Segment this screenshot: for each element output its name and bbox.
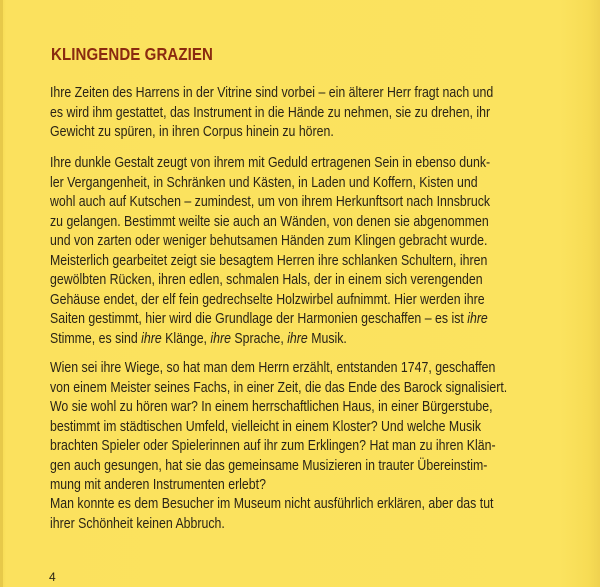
- text-run: Sprache,: [230, 330, 288, 347]
- paragraph-4: [50, 495, 544, 534]
- page-edge: [0, 0, 3, 587]
- text-run: Klänge,: [161, 330, 211, 347]
- text-line: Ihre Zeiten des Harrens in der Vitrine sind vorbei – ein älterer Herr fragt nach und: [50, 85, 494, 101]
- text-line: bestimmt im städtischen Umfeld, vielleicht in einem Kloster? Und welche Musik: [50, 418, 482, 435]
- text-line: Gewicht zu spüren, in ihren Corpus hinein zu hören.: [50, 124, 334, 140]
- text-line: Ihre dunkle Gestalt zeugt von ihrem mit Geduld ertragenen Sein in ebenso dunk-: [50, 155, 491, 171]
- text-line: gewölbten Rücken, ihren edlen, schmalen Hals, der in einem sich verengenden: [50, 272, 483, 288]
- emphasis-ihre: ihre: [141, 330, 162, 347]
- text-line: [50, 310, 544, 330]
- text-line: mung mit anderen Instrumenten erlebt?: [50, 477, 266, 493]
- text-line: gen auch gesungen, hat sie das gemeinsame Musizieren in trauter Übereinstim-: [50, 457, 488, 474]
- paragraph-2: [50, 154, 544, 349]
- text-run: Musik.: [307, 330, 347, 347]
- text-line: ler Vergangenheit, in Schränken und Kästen, in Laden und Koffern, Kisten und: [50, 174, 478, 191]
- text-line: brachten Spieler oder Spielerinnen auf ihr zum Erklingen? Hat man zu ihren Klän-: [50, 438, 496, 454]
- text-line: Gehäuse endet, der elf fein gedrechselte Holzwirbel aufnimmt. Hier werden ihre: [50, 291, 485, 308]
- text-line: Wo sie wohl zu hören war? In einem herrschaftlichen Haus, in einer Bürgerstube,: [50, 399, 493, 415]
- paragraph-3: [50, 359, 544, 496]
- text-run: Stimme, es sind: [50, 330, 142, 347]
- emphasis-ihre: ihre: [210, 330, 231, 347]
- text-line: Man konnte es dem Besucher im Museum nicht ausführlich erklären, aber das tut: [50, 496, 494, 512]
- text-line: zu gelangen. Bestimmt weilte sie auch an Wänden, von denen sie abgenommen: [50, 213, 489, 230]
- text-run: Saiten gestimmt, hier wird die Grundlage der Harmonien geschaffen – es ist: [50, 311, 468, 327]
- text-line: wohl auch auf Kutschen – zumindest, um von ihrem Herkunftsort nach Innsbruck: [50, 194, 491, 210]
- text-line: Meisterlich gearbeitet zeigt sie besagtem Herren ihre schlanken Schultern, ihren: [50, 252, 488, 269]
- page-number: 4: [49, 570, 56, 584]
- section-title: KLINGENDE GRAZIEN: [51, 44, 214, 64]
- text-line: es wird ihm gestattet, das Instrument in die Hände zu nehmen, sie zu drehen, ihr: [50, 104, 491, 121]
- text-line: [50, 330, 544, 350]
- text-line: ihrer Schönheit keinen Abbruch.: [50, 515, 225, 532]
- text-line: und von zarten oder weniger behutsamen Händen zum Klingen gebracht wurde.: [50, 233, 488, 249]
- emphasis-ihre: ihre: [287, 330, 308, 347]
- text-line: Wien sei ihre Wiege, so hat man dem Herrn erzählt, entstanden 1747, geschaffen: [50, 360, 496, 376]
- text-line: von einem Meister seines Fachs, in einer Zeit, die das Ende des Barock signalisiert.: [50, 379, 508, 396]
- emphasis-ihre: ihre: [467, 311, 488, 327]
- paragraph-1: [50, 84, 544, 143]
